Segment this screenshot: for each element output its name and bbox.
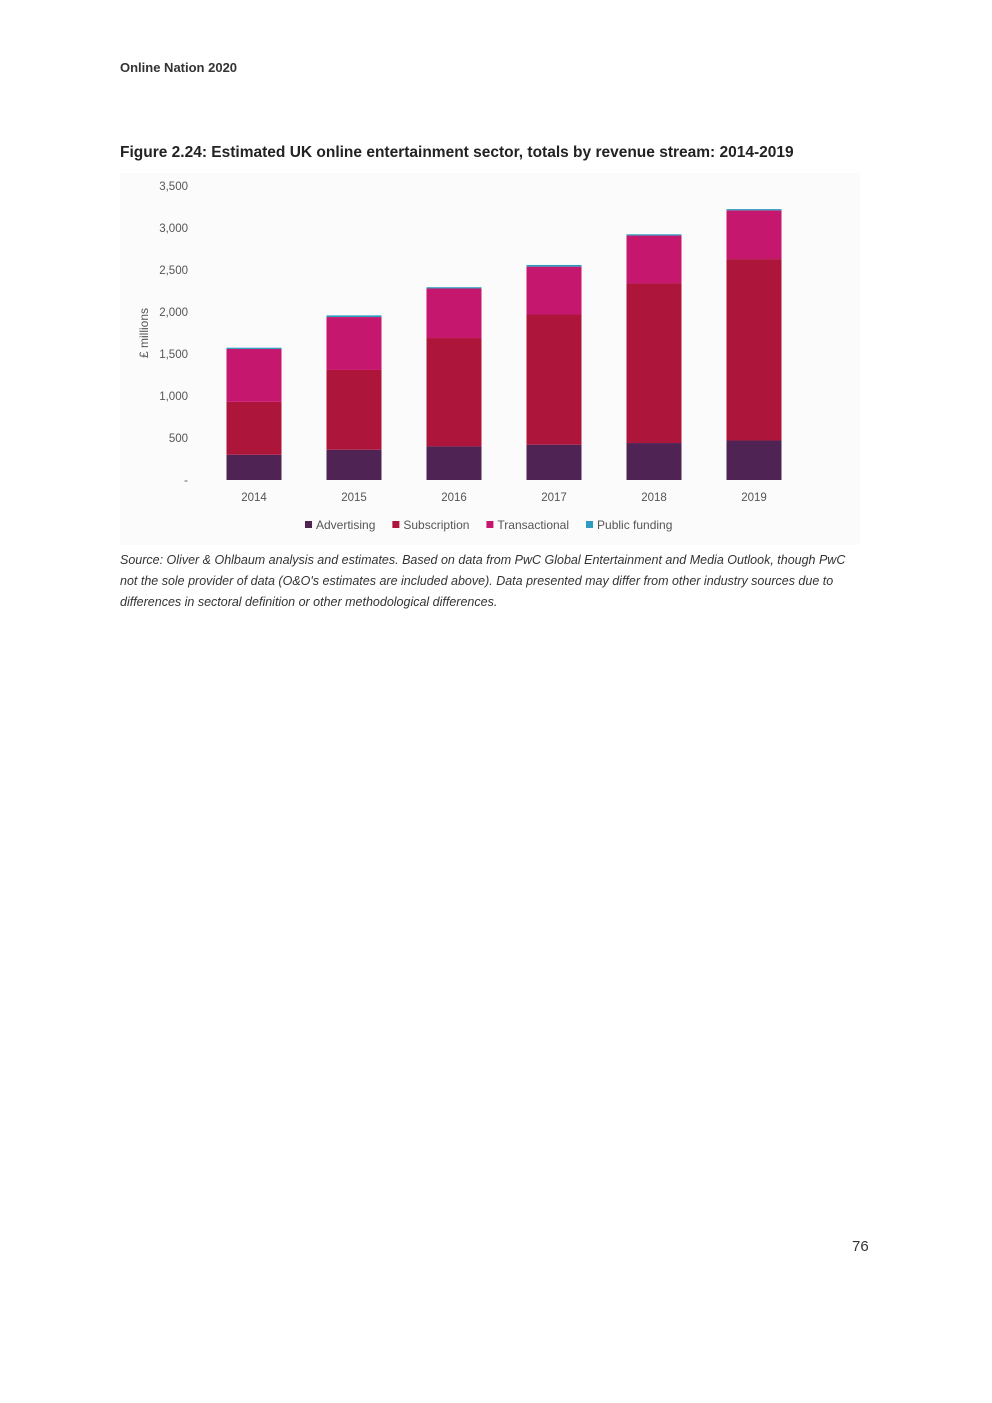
y-tick-label: 2,000 bbox=[159, 307, 188, 319]
bar-segment-transactional bbox=[427, 288, 482, 338]
x-tick-label: 2019 bbox=[741, 492, 767, 504]
page-number: 76 bbox=[852, 1238, 869, 1255]
running-header: Online Nation 2020 bbox=[120, 60, 238, 75]
bar-segment-advertising bbox=[627, 443, 682, 480]
bar-segment-transactional bbox=[627, 236, 682, 284]
y-tick-label: - bbox=[184, 475, 188, 487]
chart-panel bbox=[120, 173, 860, 545]
x-tick-label: 2017 bbox=[541, 492, 567, 504]
legend-label: Transactional bbox=[497, 518, 570, 532]
y-axis-title: £ millions bbox=[137, 307, 151, 359]
x-tick-label: 2014 bbox=[241, 492, 267, 504]
legend-swatch bbox=[305, 521, 312, 528]
bar-segment-subscription bbox=[627, 283, 682, 443]
bar-segment-public-funding bbox=[627, 234, 682, 235]
legend-label: Subscription bbox=[403, 518, 470, 532]
bar-segment-public-funding bbox=[327, 315, 382, 317]
bar-segment-public-funding bbox=[427, 287, 482, 288]
x-tick-label: 2018 bbox=[641, 492, 667, 504]
bar-segment-advertising bbox=[327, 450, 382, 480]
legend-label: Advertising bbox=[316, 518, 376, 532]
y-tick-label: 500 bbox=[168, 433, 188, 445]
y-tick-label: 1,500 bbox=[159, 349, 188, 361]
legend-swatch bbox=[392, 521, 399, 528]
bar-segment-subscription bbox=[727, 259, 782, 440]
bar-segment-subscription bbox=[527, 315, 582, 445]
bar-segment-subscription bbox=[427, 338, 482, 446]
bar-segment-public-funding bbox=[527, 265, 582, 267]
source-note: Source: Oliver & Ohlbaum analysis and estimates. Based on data from PwC Global Entertainment and Media Outlook, though PwC not the sole provider of data (O&O's estimates are included above). Data presented may differ from other industry sources due to differences in sectoral definition or other methodological differences. bbox=[120, 553, 846, 609]
bar-segment-advertising bbox=[427, 446, 482, 480]
y-tick-label: 3,000 bbox=[159, 223, 188, 235]
legend-swatch bbox=[486, 521, 493, 528]
bar-segment-transactional bbox=[227, 349, 282, 402]
legend-label: Public funding bbox=[597, 518, 673, 532]
bar-segment-subscription bbox=[227, 402, 282, 455]
bar-segment-public-funding bbox=[227, 348, 282, 349]
bar-segment-transactional bbox=[727, 210, 782, 259]
x-tick-label: 2015 bbox=[341, 492, 367, 504]
y-tick-label: 3,500 bbox=[159, 181, 188, 193]
stacked-bar-chart bbox=[120, 173, 860, 545]
bar-segment-advertising bbox=[727, 441, 782, 480]
bar-segment-transactional bbox=[327, 317, 382, 370]
bar-segment-subscription bbox=[327, 370, 382, 450]
bar-segment-advertising bbox=[227, 455, 282, 480]
figure-title: Figure 2.24: Estimated UK online entertainment sector, totals by revenue stream: 2014-2019 bbox=[120, 144, 794, 161]
x-tick-label: 2016 bbox=[441, 492, 467, 504]
bar-segment-public-funding bbox=[727, 209, 782, 210]
y-tick-label: 1,000 bbox=[159, 391, 188, 403]
bar-segment-transactional bbox=[527, 267, 582, 315]
bar-segment-advertising bbox=[527, 445, 582, 480]
legend-swatch bbox=[586, 521, 593, 528]
y-tick-label: 2,500 bbox=[159, 265, 188, 277]
